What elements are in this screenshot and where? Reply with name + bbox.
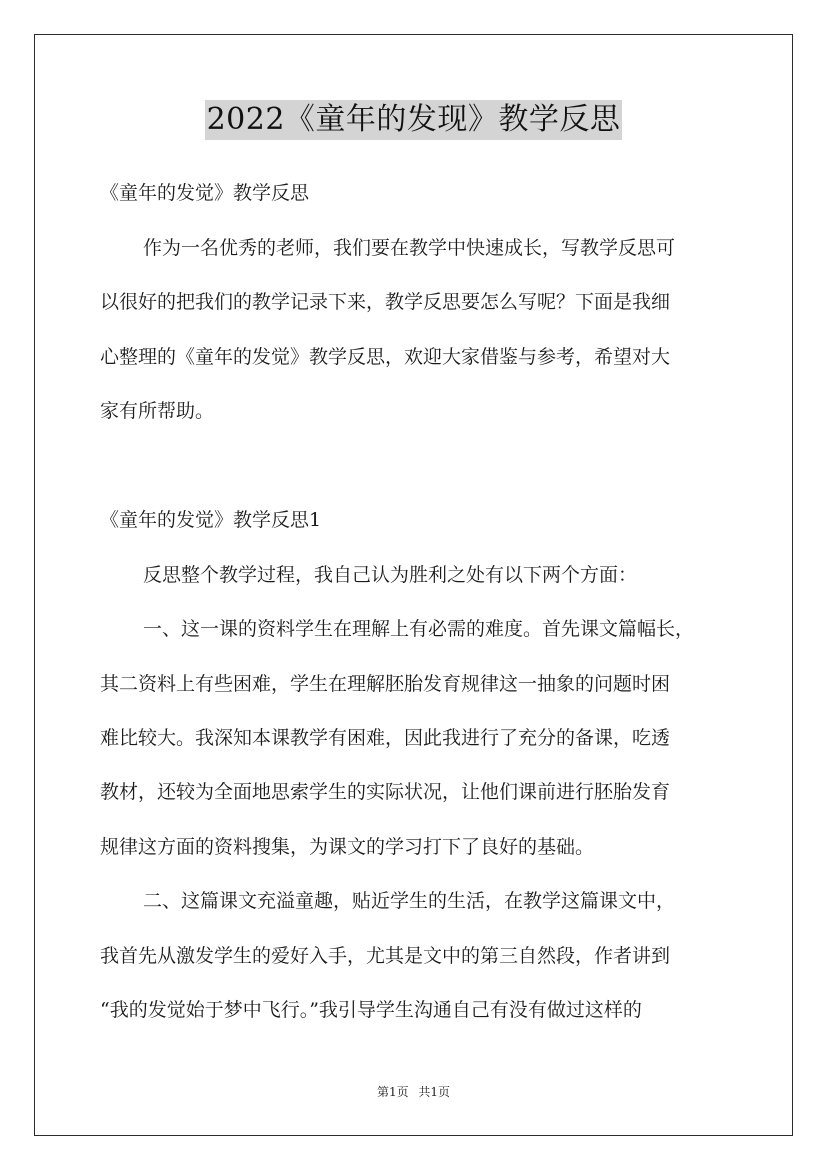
page-number: 第1页 <box>376 1085 409 1099</box>
body-line: 一、这一课的资料学生在理解上有必需的难度。首先课文篇幅长， <box>143 618 695 640</box>
body-line: “我的发觉始于梦中飞行。”我引导学生沟通自己有没有做过这样的 <box>100 999 642 1021</box>
intro-line: 心整理的《童年的发觉》教学反思，欢迎大家借鉴与参考，希望对大 <box>100 346 671 368</box>
intro-line: 以很好的把我们的教学记录下来，教学反思要怎么写呢？下面是我细 <box>100 291 671 313</box>
body-line: 教材，还较为全面地思索学生的实际状况，让他们课前进行胚胎发育 <box>100 781 671 803</box>
intro-line: 家有所帮助。 <box>100 400 215 422</box>
body-line: 我首先从激发学生的爱好入手，尤其是文中的第三自然段，作者讲到 <box>100 945 671 967</box>
body-line: 规律这方面的资料搜集，为课文的学习打下了良好的基础。 <box>100 836 595 858</box>
subtitle: 《童年的发觉》教学反思 <box>100 182 310 204</box>
body-line: 反思整个教学过程，我自己认为胜利之处有以下两个方面： <box>143 564 638 586</box>
document-title: 2022《童年的发现》教学反思 <box>205 100 623 140</box>
body-line: 二、这篇课文充溢童趣，贴近学生的生活，在教学这篇课文中， <box>143 890 676 912</box>
body-line: 其二资料上有些困难，学生在理解胚胎发育规律这一抽象的问题时困 <box>100 673 671 695</box>
section-heading: 《童年的发觉》教学反思1 <box>100 509 322 531</box>
page-footer <box>0 1083 827 1100</box>
page-total: 共1页 <box>418 1085 451 1099</box>
title-container <box>0 100 827 140</box>
body-line: 难比较大。我深知本课教学有困难，因此我进行了充分的备课，吃透 <box>100 727 671 749</box>
intro-line: 作为一名优秀的老师，我们要在教学中快速成长，写教学反思可 <box>143 237 676 259</box>
